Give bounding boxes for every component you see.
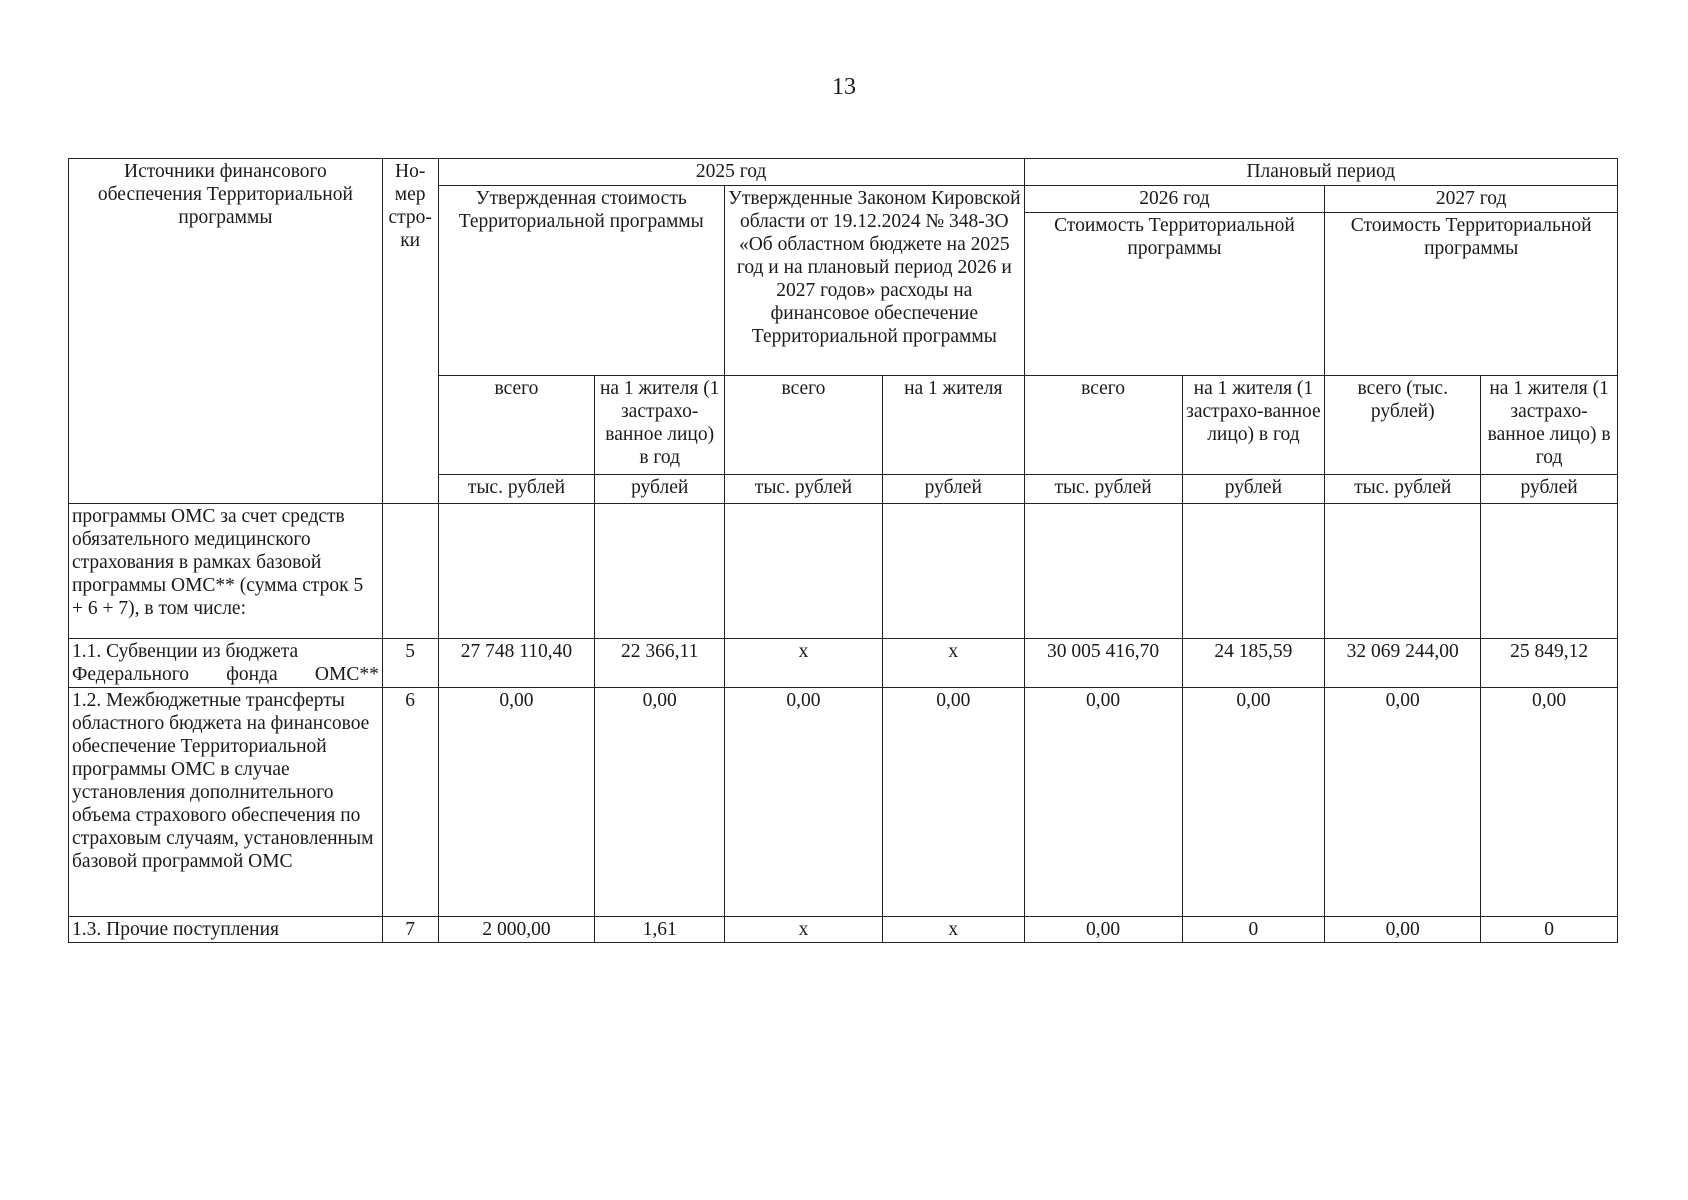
cell-value: 30 005 416,70: [1024, 639, 1182, 688]
header-per-resident-insured: на 1 жителя (1 застрахо-ванное лицо) в год: [1481, 376, 1618, 475]
cell-value: [1325, 504, 1481, 639]
row-label: 1.3. Прочие поступления: [69, 917, 383, 943]
row-number: 6: [382, 688, 438, 917]
cell-value: [1024, 504, 1182, 639]
header-total: всего: [1024, 376, 1182, 475]
header-per-resident-insured: на 1 жителя (1 застрахо-ванное лицо) в год: [1182, 376, 1325, 475]
cell-value: 0: [1182, 917, 1325, 943]
cell-value: 0,00: [1024, 917, 1182, 943]
row-label: 1.1. Субвенции из бюджета Федерального фонда ОМС**: [69, 639, 383, 688]
row-number: 5: [382, 639, 438, 688]
cell-value: 0,00: [595, 688, 725, 917]
page-number: 13: [832, 74, 856, 100]
row-label: 1.2. Межбюджетные трансферты областного бюджета на финансовое обеспечение Территориальной программы ОМС в случае установления дополнительного объема страхового обеспечения по страховым случаям, установленным базовой программой ОМС: [69, 688, 383, 917]
header-year-2026: 2026 год: [1024, 186, 1325, 213]
cell-value: 0,00: [1481, 688, 1618, 917]
cell-value: 0,00: [1325, 688, 1481, 917]
header-total-thous: всего (тыс. рублей): [1325, 376, 1481, 475]
header-per-resident-insured: на 1 жителя (1 застрахо-ванное лицо) в год: [595, 376, 725, 475]
cell-value: 2 000,00: [438, 917, 595, 943]
table-row: [69, 639, 1618, 688]
cell-value: [882, 504, 1024, 639]
cell-value: 27 748 110,40: [438, 639, 595, 688]
row-number: 7: [382, 917, 438, 943]
cell-value: х: [724, 917, 882, 943]
cell-value: 0,00: [1024, 688, 1182, 917]
row-label: программы ОМС за счет средств обязательного медицинского страхования в рамках базовой программы ОМС** (сумма строк 5 + 6 + 7), в том числе:: [69, 504, 383, 639]
unit-thous: тыс. рублей: [1024, 475, 1182, 504]
cell-value: 32 069 244,00: [1325, 639, 1481, 688]
cell-value: 24 185,59: [1182, 639, 1325, 688]
header-year-2027: 2027 год: [1325, 186, 1618, 213]
header-per-resident: на 1 жителя: [882, 376, 1024, 475]
cell-value: 0,00: [1182, 688, 1325, 917]
cell-value: 0,00: [724, 688, 882, 917]
table-row: [69, 504, 1618, 639]
unit-thous: тыс. рублей: [438, 475, 595, 504]
header-total: всего: [724, 376, 882, 475]
cell-value: [438, 504, 595, 639]
unit-thous: тыс. рублей: [1325, 475, 1481, 504]
cell-value: [1182, 504, 1325, 639]
header-cost-2026: Стоимость Территориальной программы: [1024, 213, 1325, 376]
header-planned-period: Плановый период: [1024, 159, 1617, 186]
unit-thous: тыс. рублей: [724, 475, 882, 504]
cell-value: 22 366,11: [595, 639, 725, 688]
cell-value: х: [882, 639, 1024, 688]
cell-value: 0,00: [438, 688, 595, 917]
unit-rub: рублей: [1481, 475, 1618, 504]
header-cost-2027: Стоимость Территориальной программы: [1325, 213, 1618, 376]
cell-value: х: [724, 639, 882, 688]
table-row: [69, 688, 1618, 917]
header-approved-cost: Утвержденная стоимость Территориальной программы: [438, 186, 724, 376]
header-year-2025: 2025 год: [438, 159, 1024, 186]
unit-rub: рублей: [882, 475, 1024, 504]
cell-value: 1,61: [595, 917, 725, 943]
header-total: всего: [438, 376, 595, 475]
cell-value: х: [882, 917, 1024, 943]
cell-value: 25 849,12: [1481, 639, 1618, 688]
unit-rub: рублей: [595, 475, 725, 504]
header-approved-law: Утвержденные Законом Кировской области от 19.12.2024 № 348-ЗО «Об областном бюджете на 2025 год и на плановый период 2026 и 2027 годов» расходы на финансовое обеспечение Территориальной программы: [724, 186, 1024, 376]
header-source-column: Источники финансового обеспечения Территориальной программы: [69, 159, 383, 504]
row-number: [382, 504, 438, 639]
table-row: [69, 917, 1618, 943]
cell-value: [1481, 504, 1618, 639]
cell-value: [724, 504, 882, 639]
header-row-number-column: Но-мер стро-ки: [382, 159, 438, 504]
financing-table: [68, 158, 1618, 943]
cell-value: [595, 504, 725, 639]
cell-value: 0,00: [1325, 917, 1481, 943]
cell-value: 0,00: [882, 688, 1024, 917]
cell-value: 0: [1481, 917, 1618, 943]
unit-rub: рублей: [1182, 475, 1325, 504]
